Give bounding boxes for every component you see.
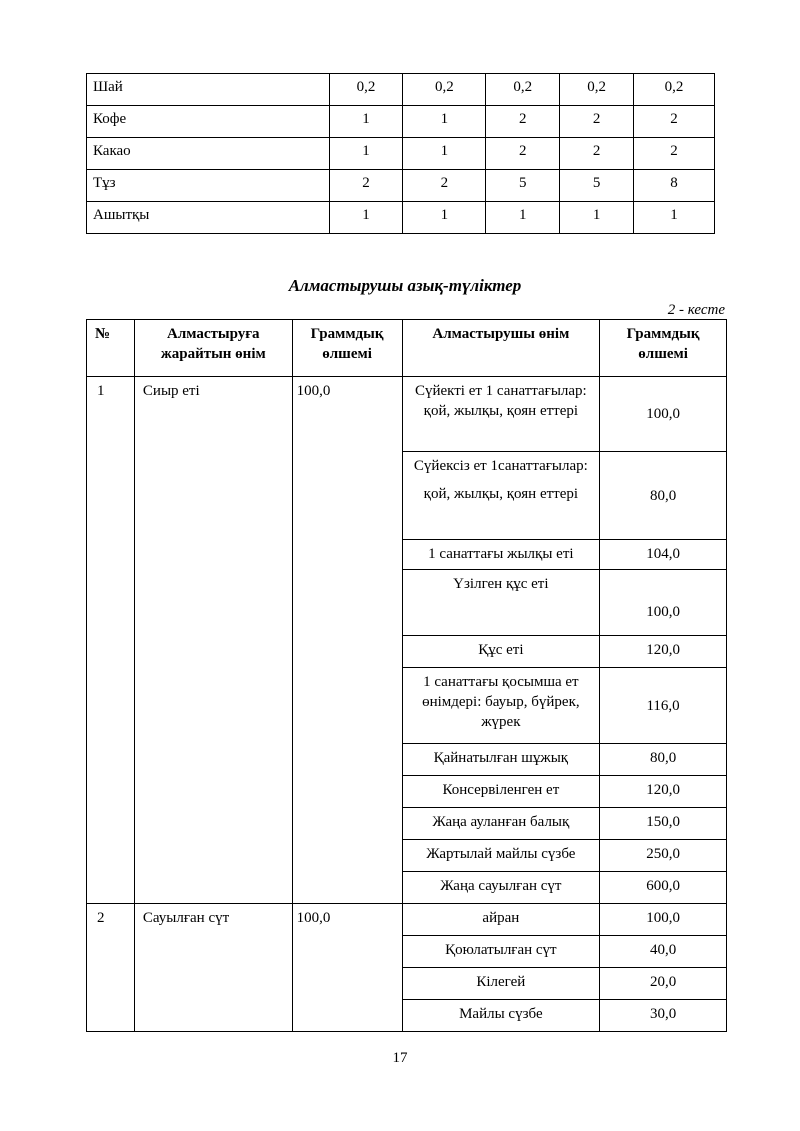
cell-value: 0,2 (560, 74, 634, 106)
gram-value: 100,0 (600, 570, 727, 636)
row-label: Ашытқы (87, 202, 330, 234)
group-product: Сиыр еті (134, 377, 292, 904)
row-label: Какао (87, 138, 330, 170)
cell-value: 0,2 (329, 74, 403, 106)
cell-value: 1 (329, 106, 403, 138)
gram-value: 120,0 (600, 776, 727, 808)
table-row (87, 106, 715, 138)
table-row (87, 202, 715, 234)
cell-value: 2 (486, 106, 560, 138)
gram-value: 104,0 (600, 540, 727, 570)
gram-value: 100,0 (600, 377, 727, 452)
cell-value: 1 (403, 202, 486, 234)
gram-value: 250,0 (600, 840, 727, 872)
cell-value: 0,2 (634, 74, 715, 106)
row-label: Шай (87, 74, 330, 106)
header-replaced: Алмастыруға жарайтын өнім (134, 320, 292, 377)
substitute-text: Консервіленген ет (442, 782, 560, 798)
substitute-text: Қайнатылған шұжық (433, 750, 569, 766)
cell-value: 2 (634, 138, 715, 170)
substitute-text: Үзілген құс еті (453, 576, 549, 592)
substitute-product (402, 872, 600, 904)
cell-value: 8 (634, 170, 715, 202)
cell-value: 0,2 (486, 74, 560, 106)
group-product: Сауылған сүт (134, 904, 292, 1032)
substitute-text: 1 санаттағы қосымша ет өнімдері: бауыр, бүйрек, жүрек (422, 674, 580, 730)
substitute-product (402, 452, 600, 540)
substitute-text: айран (482, 910, 520, 926)
group-no: 2 (87, 904, 135, 1032)
cell-value: 2 (486, 138, 560, 170)
gram-value: 100,0 (600, 904, 727, 936)
substitute-product (402, 968, 600, 1000)
group-no: 1 (87, 377, 135, 904)
substitute-text: Қоюлатылған сүт (445, 942, 557, 958)
substitute-product (402, 840, 600, 872)
table-row (87, 377, 727, 452)
substitute-product (402, 936, 600, 968)
cell-value: 1 (329, 202, 403, 234)
cell-value: 1 (329, 138, 403, 170)
gram-value: 30,0 (600, 1000, 727, 1032)
gram-value: 40,0 (600, 936, 727, 968)
substitute-product (402, 570, 600, 636)
gram-value: 116,0 (600, 668, 727, 744)
norms-table (86, 73, 715, 234)
row-label: Тұз (87, 170, 330, 202)
substitute-product (402, 808, 600, 840)
gram-value: 150,0 (600, 808, 727, 840)
substitute-product (402, 377, 600, 452)
substitute-text: Жаңа ауланған балық (432, 814, 570, 830)
substitute-text: Құс еті (478, 642, 524, 658)
cell-value: 2 (560, 106, 634, 138)
table-header-row (87, 320, 727, 377)
cell-value: 2 (403, 170, 486, 202)
cell-value: 0,2 (403, 74, 486, 106)
substitutes-table (86, 319, 727, 1032)
gram-value: 80,0 (600, 744, 727, 776)
table-row (87, 170, 715, 202)
substitute-text: Майлы сүзбе (459, 1006, 543, 1022)
gram-value: 20,0 (600, 968, 727, 1000)
substitute-product (402, 776, 600, 808)
gram-value: 80,0 (600, 452, 727, 540)
row-label: Кофе (87, 106, 330, 138)
header-gram-2: Граммдық өлшемі (600, 320, 727, 377)
cell-value: 1 (403, 138, 486, 170)
group-gram: 100,0 (292, 904, 402, 1032)
cell-value: 1 (486, 202, 560, 234)
header-substitute: Алмастырушы өнім (402, 320, 600, 377)
cell-value: 1 (560, 202, 634, 234)
cell-value: 1 (634, 202, 715, 234)
table-number: 2 - кесте (667, 302, 725, 318)
gram-value: 120,0 (600, 636, 727, 668)
substitute-text: Сүйекті ет 1 санаттағылар: қой, жылқы, қоян еттері (414, 383, 587, 419)
table-row (87, 904, 727, 936)
header-gram-1: Граммдық өлшемі (292, 320, 402, 377)
cell-value: 5 (560, 170, 634, 202)
substitute-text: 1 санаттағы жылқы еті (428, 546, 574, 562)
substitute-text: Жартылай майлы сүзбе (426, 846, 576, 862)
substitute-product (402, 1000, 600, 1032)
cell-value: 5 (486, 170, 560, 202)
substitute-product (402, 540, 600, 570)
table-row (87, 74, 715, 106)
substitute-text: Кілегей (476, 974, 526, 990)
cell-value: 2 (560, 138, 634, 170)
substitute-text: Жаңа сауылған сүт (440, 878, 562, 894)
group-gram: 100,0 (292, 377, 402, 904)
cell-value: 2 (329, 170, 403, 202)
gram-value: 600,0 (600, 872, 727, 904)
substitute-product (402, 636, 600, 668)
substitute-product (402, 904, 600, 936)
cell-value: 1 (403, 106, 486, 138)
cell-value: 2 (634, 106, 715, 138)
page-number: 17 (392, 1050, 408, 1066)
substitute-text-2: қой, жылқы, қоян еттері (423, 486, 579, 502)
substitute-text: Сүйексіз ет 1санаттағылар: (413, 458, 588, 474)
substitute-product (402, 744, 600, 776)
substitute-product (402, 668, 600, 744)
header-no: № (87, 320, 135, 377)
table-row (87, 138, 715, 170)
section-title: Алмастырушы азық-түліктер (288, 276, 522, 295)
